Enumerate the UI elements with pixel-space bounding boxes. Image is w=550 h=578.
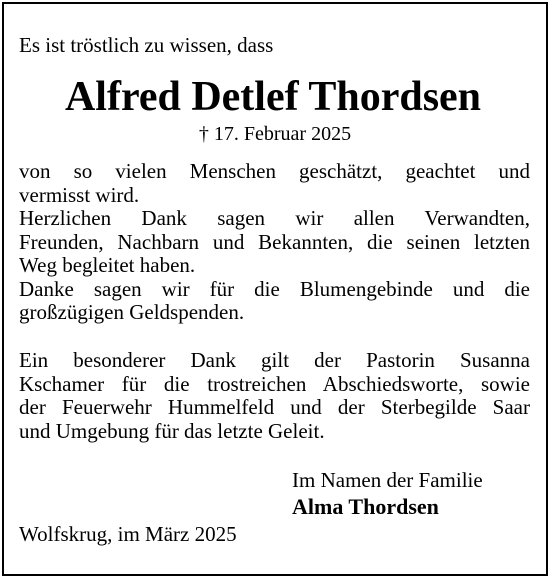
text-line: großzügigen Geldspenden. (19, 300, 245, 324)
text-line: Herzlichen Dank sagen wir allen Verwandten, (19, 206, 530, 230)
text-line: von so vielen Menschen geschätzt, geachtet und (19, 159, 530, 183)
intro-line: Es ist tröstlich zu wissen, dass (19, 33, 274, 57)
text-line: Kschamer für die trostreichen Abschiedsworte, sowie (19, 371, 530, 396)
text-line: Danke sagen wir für die Blumengebinde und die (19, 276, 530, 301)
signoff-line: Im Namen der Familie (292, 468, 483, 492)
death-date: † 17. Februar 2025 (198, 123, 352, 145)
thanks-paragraph (19, 160, 530, 325)
text-line: Freunden, Nachbarn und Bekannten, die seinen letzten (19, 229, 530, 254)
deceased-name: Alfred Detlef Thordsen (64, 74, 482, 120)
signer-name: Alma Thordsen (292, 494, 439, 519)
text-line: Ein besonderer Dank gilt der Pastorin Susanna (19, 348, 530, 372)
special-thanks-paragraph (19, 349, 530, 443)
text-line: Weg begleitet haben. (19, 253, 196, 277)
place-date: Wolfskrug, im März 2025 (19, 522, 237, 546)
text-line: vermisst wird. (19, 182, 140, 207)
text-line: und Umgebung für das letzte Geleit. (19, 418, 325, 443)
text-line: der Feuerwehr Hummelfeld und der Sterbegilde Saar (19, 395, 530, 419)
